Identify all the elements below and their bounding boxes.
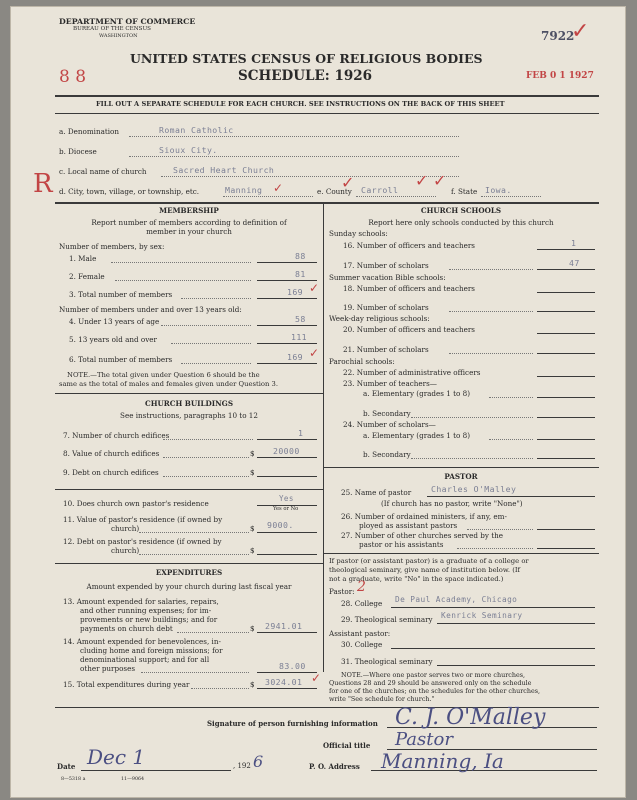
check-mark: ✓ (571, 19, 590, 44)
signature-label: Signature of person furnishing information (207, 719, 378, 728)
q14-label-c: denominational support; and for all (80, 655, 210, 664)
q25-note: (If church has no pastor, write "None") (381, 499, 523, 508)
grad-instr-2: theological seminary, give name of institution below. (If (329, 566, 521, 574)
county-label: e. County (317, 187, 352, 196)
rule (55, 393, 323, 394)
q24b-label: b. Secondary (363, 450, 411, 459)
year-prefix: , 192 (233, 762, 251, 770)
dotted-line (129, 156, 459, 157)
buildings-heading: CHURCH BUILDINGS (144, 399, 234, 408)
dotted-line (191, 688, 249, 689)
answer-line (257, 343, 317, 344)
official-title-label: Official title (323, 741, 371, 750)
received-stamp: FEB 0 1 1927 (526, 71, 594, 81)
rule (323, 467, 599, 468)
signature-value: C. J. O'Malley (395, 705, 546, 730)
answer-line (537, 548, 595, 549)
q13-label-c: provements or new buildings; and for (80, 615, 218, 624)
membership-heading: MEMBERSHIP (159, 206, 219, 215)
pastor-mark: 2 (357, 579, 366, 595)
q15-value: 3024.01 (265, 677, 303, 687)
dotted-line (449, 269, 533, 270)
q13-label-a: 13. Amount expended for salaries, repairs, (63, 597, 219, 606)
instruction-line: FILL OUT A SEPARATE SCHEDULE FOR EACH CHURCH. SEE INSTRUCTIONS ON THE BACK OF THIS SHEET (96, 100, 505, 108)
q12-label-b: church) (111, 546, 140, 555)
q28-value: De Paul Academy, Chicago (395, 595, 518, 604)
po-address-value: Manning, Ia (381, 749, 504, 773)
dotted-line (163, 457, 249, 458)
q23b-label: b. Secondary (363, 409, 411, 418)
dotted-line (163, 476, 249, 477)
date-value: Dec 1 (87, 745, 146, 769)
pastor-note-3: for one of the churches; on the schedules for the other churches, (329, 687, 541, 695)
q14-value: 83.00 (279, 661, 306, 671)
state-label: f. State (451, 187, 478, 196)
expenditures-heading: EXPENDITURES (155, 568, 223, 577)
pastor-note-4: write "See schedule for church." (329, 695, 435, 703)
q21-label: 21. Number of scholars (343, 345, 429, 354)
answer-line (537, 353, 595, 354)
q27-label-b: pastor or his assistants (359, 540, 444, 549)
answer-line (537, 439, 595, 440)
diocese-label: b. Diocese (59, 147, 97, 156)
q1-value: 88 (295, 251, 306, 261)
answer-line (257, 554, 317, 555)
schools-sub: Report here only schools conducted by this church (368, 218, 554, 227)
check-mark: ✓ (309, 346, 320, 360)
form-title: UNITED STATES CENSUS OF RELIGIOUS BODIES (130, 51, 483, 66)
dotted-line (457, 548, 533, 549)
answer-line (257, 476, 317, 477)
q10-value: Yes (279, 494, 294, 503)
rule (55, 95, 599, 97)
dotted-line (481, 196, 541, 197)
answer-line (257, 298, 317, 299)
denomination-value: Roman Catholic (159, 125, 234, 135)
dotted-line (411, 417, 533, 418)
pastor-note-2: Questions 28 and 29 should be answered only on the schedule (329, 679, 532, 687)
q8-label: 8. Value of church edifices (63, 449, 160, 458)
dollar-sign: $ (250, 468, 255, 477)
q10-label: 10. Does church own pastor's residence (63, 499, 209, 508)
membership-note-2: same as the total of males and females given under Question 3. (59, 380, 278, 388)
check-mark: ✓ (309, 281, 320, 295)
dotted-line (181, 298, 251, 299)
answer-line (537, 249, 595, 250)
dotted-line (489, 439, 533, 440)
schools-heading: CHURCH SCHOOLS (420, 206, 502, 215)
q26-label-b: ployed as assistant pastors (359, 521, 458, 530)
membership-sub2: member in your church (146, 227, 232, 236)
pastor-note-1: NOTE.—Where one pastor serves two or more churches, (341, 671, 526, 679)
check-mark: ✓ (273, 181, 284, 195)
q5-label: 5. 13 years old and over (69, 335, 157, 344)
local-name-label: c. Local name of church (59, 167, 147, 176)
sunday-label: Sunday schools: (329, 229, 388, 238)
dept-name: DEPARTMENT OF COMMERCE (59, 17, 196, 26)
q6-label: 6. Total number of members (69, 355, 173, 364)
dollar-sign: $ (250, 524, 255, 533)
dotted-line (356, 196, 436, 197)
answer-line (437, 623, 595, 624)
bureau-name: BUREAU OF THE CENSUS (73, 26, 152, 32)
dotted-line (111, 262, 251, 263)
q26-label-a: 26. Number of ordained ministers, if any, em- (341, 512, 507, 521)
q13-label-b: and other running expenses; for im- (80, 606, 212, 615)
dotted-line (489, 397, 533, 398)
rule (55, 489, 323, 490)
q22-label: 22. Number of administrative officers (343, 368, 481, 377)
q7-label: 7. Number of church edifices (63, 431, 170, 440)
q17-label: 17. Number of scholars (343, 261, 429, 270)
answer-line (257, 262, 317, 263)
census-schedule-form (10, 6, 626, 798)
q23a-label: a. Elementary (grades 1 to 8) (363, 389, 470, 398)
dotted-line (161, 325, 251, 326)
answer-line (81, 770, 231, 771)
check-mark: ✓ (433, 171, 447, 190)
dotted-line (129, 136, 459, 137)
local-name-value: Sacred Heart Church (173, 165, 275, 175)
check-mark: ✓ (415, 171, 429, 190)
dollar-sign: $ (250, 680, 255, 689)
city-value: Manning (225, 185, 263, 195)
city-name: WASHINGTON (99, 33, 138, 39)
schedule-title: SCHEDULE: 1926 (238, 68, 373, 84)
answer-line (391, 607, 595, 608)
pastor-heading: PASTOR (444, 472, 478, 481)
rule (55, 113, 599, 114)
buildings-sub: See instructions, paragraphs 10 to 12 (120, 411, 258, 420)
dotted-line (139, 554, 249, 555)
q20-label: 20. Number of officers and teachers (343, 325, 475, 334)
dotted-line (115, 280, 251, 281)
dollar-sign: $ (250, 546, 255, 555)
form-number: 8—5318 a (61, 777, 86, 782)
check-mark: ✓ (311, 671, 322, 685)
year-hand: 6 (253, 752, 264, 771)
q2-label: 2. Female (69, 272, 105, 281)
dotted-line (139, 532, 249, 533)
q18-label: 18. Number of officers and teachers (343, 284, 475, 293)
answer-line (537, 529, 595, 530)
q11-value: 9000. (267, 520, 294, 530)
q24-label: 24. Number of scholars— (343, 420, 436, 429)
answer-line (537, 376, 595, 377)
q4-value: 58 (295, 314, 306, 324)
answer-line (257, 532, 317, 533)
answer-line (537, 458, 595, 459)
check-mark: ✓ (341, 173, 355, 192)
dollar-sign: $ (250, 624, 255, 633)
assistant-sublabel: Assistant pastor: (329, 629, 391, 638)
grad-instr-1: If pastor (or assistant pastor) is a graduate of a college or (329, 557, 529, 565)
expenditures-sub: Amount expended by your church during last fiscal year (86, 582, 292, 591)
q7-value: 1 (298, 428, 304, 438)
q30-label: 30. College (341, 640, 383, 649)
handwritten-number: 8 8 (59, 67, 87, 87)
date-label: Date (57, 762, 76, 771)
dotted-line (171, 343, 251, 344)
answer-line (537, 397, 595, 398)
dotted-line (449, 353, 533, 354)
print-number: 11—9064 (121, 777, 145, 782)
q16-value: 1 (571, 238, 577, 248)
q29-value: Kenrick Seminary (441, 611, 523, 620)
membership-sub1: Report number of members according to definition of (91, 218, 287, 227)
age-heading: Number of members under and over 13 years old: (59, 305, 242, 314)
dotted-line (163, 439, 253, 440)
parochial-label: Parochial schools: (329, 357, 395, 366)
answer-line (537, 311, 595, 312)
q14-label-d: other purposes (80, 664, 136, 673)
dotted-line (449, 311, 533, 312)
grad-instr-3: not a graduate, write "No" in the space indicated.) (329, 575, 504, 583)
dotted-line (223, 196, 313, 197)
rule (55, 202, 599, 204)
q17-value: 47 (569, 258, 580, 268)
pastor-sublabel: Pastor: (329, 587, 355, 596)
answer-line (257, 363, 317, 364)
answer-line (537, 292, 595, 293)
answer-line (257, 280, 317, 281)
q28-label: 28. College (341, 599, 383, 608)
dotted-line (411, 458, 533, 459)
q14-label-b: cluding home and foreign missions; for (80, 646, 223, 655)
q4-label: 4. Under 13 years of age (69, 317, 160, 326)
dollar-sign: $ (250, 449, 255, 458)
answer-line (257, 672, 317, 673)
q13-label-d: payments on church debt (80, 624, 173, 633)
q9-label: 9. Debt on church edifices (63, 468, 159, 477)
q11-label-a: 11. Value of pastor's residence (if owned by (63, 515, 223, 524)
q19-label: 19. Number of scholars (343, 303, 429, 312)
answer-line (391, 648, 595, 649)
serial-number: 7922 (541, 29, 575, 43)
dotted-line (177, 632, 249, 633)
q25-value: Charles O'Malley (431, 484, 517, 494)
handwritten-r: R (33, 169, 53, 199)
q13-value: 2941.01 (265, 621, 303, 631)
po-address-label: P. O. Address (309, 762, 360, 771)
q2-value: 81 (295, 269, 306, 279)
official-title-value: Pastor (395, 729, 453, 750)
q6-value: 169 (287, 352, 303, 362)
answer-line (537, 269, 595, 270)
denomination-label: a. Denomination (59, 127, 119, 136)
q24a-label: a. Elementary (grades 1 to 8) (363, 431, 470, 440)
answer-line (257, 439, 317, 440)
q5-value: 111 (291, 332, 307, 342)
column-divider (323, 202, 324, 672)
by-sex-label: Number of members, by sex: (59, 242, 165, 251)
rule (323, 553, 599, 554)
answer-line (537, 333, 595, 334)
rule (55, 563, 323, 564)
answer-line (537, 417, 595, 418)
answer-line (257, 325, 317, 326)
summer-label: Summer vacation Bible schools: (329, 273, 446, 282)
q8-value: 20000 (273, 446, 300, 456)
q29-label: 29. Theological seminary (341, 615, 433, 624)
weekday-label: Week-day religious schools: (329, 314, 430, 323)
q11-label-b: church) (111, 524, 140, 533)
q23-label: 23. Number of teachers— (343, 379, 437, 388)
dotted-line (181, 363, 251, 364)
city-label: d. City, town, village, or township, etc. (59, 187, 200, 196)
q16-label: 16. Number of officers and teachers (343, 241, 475, 250)
q14-label-a: 14. Amount expended for benevolences, in- (63, 637, 221, 646)
q1-label: 1. Male (69, 254, 97, 263)
q3-value: 169 (287, 287, 303, 297)
answer-line (257, 457, 317, 458)
q3-label: 3. Total number of members (69, 290, 173, 299)
answer-line (257, 688, 317, 689)
dotted-line (141, 672, 249, 673)
q27-label-a: 27. Number of other churches served by the (341, 531, 504, 540)
q15-label: 15. Total expenditures during year (63, 680, 190, 689)
diocese-value: Sioux City. (159, 145, 218, 155)
dotted-line (467, 529, 533, 530)
answer-line (427, 496, 595, 497)
state-value: Iowa. (485, 185, 512, 195)
q12-label-a: 12. Debt on pastor's residence (if owned by (63, 537, 222, 546)
q25-label: 25. Name of pastor (341, 488, 412, 497)
yes-no-caption: Yes or No (273, 506, 299, 512)
q31-label: 31. Theological seminary (341, 657, 433, 666)
answer-line (437, 665, 595, 666)
county-value: Carroll (361, 185, 399, 195)
membership-note-1: NOTE.—The total given under Question 6 should be the (67, 371, 260, 379)
answer-line (257, 632, 317, 633)
